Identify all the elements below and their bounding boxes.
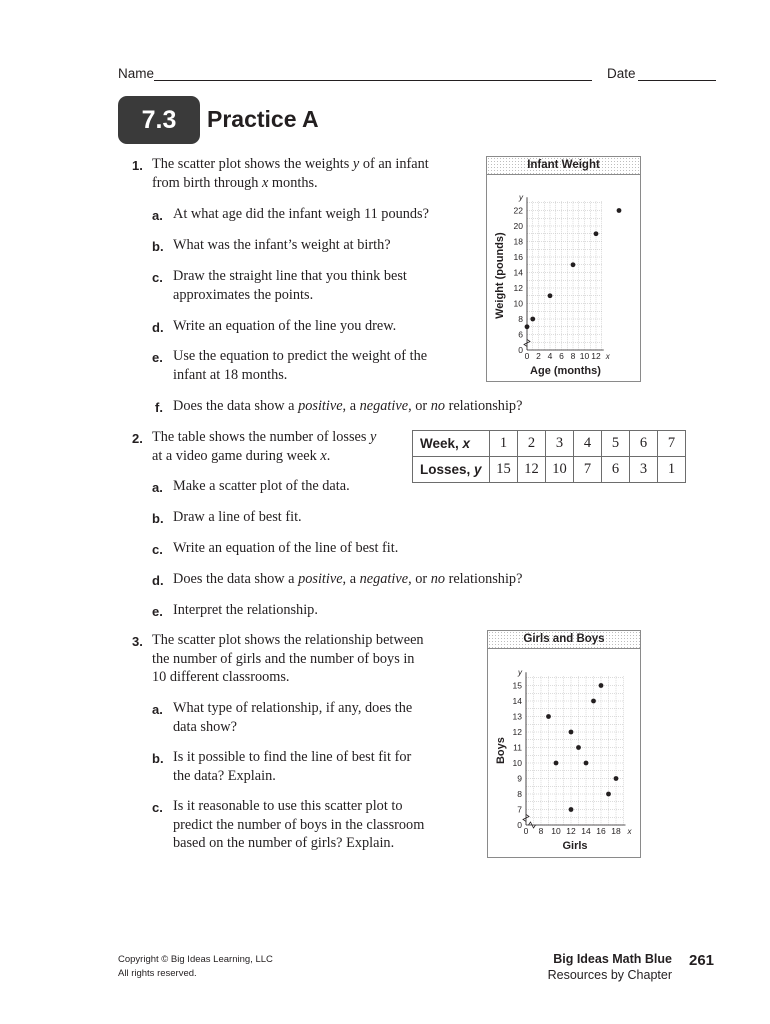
table-cell: 3	[546, 431, 574, 457]
y-tick-label: 10	[513, 298, 523, 309]
y-tick-label: 13	[512, 711, 522, 722]
q3b-letter: b.	[152, 751, 164, 766]
rights-text: All rights reserved.	[118, 968, 197, 979]
y-var-label: y	[519, 193, 523, 203]
table-cell: 1	[658, 457, 686, 483]
q1d-text: Write an equation of the line you drew.	[173, 318, 397, 334]
q1d-letter: d.	[152, 320, 164, 335]
data-point	[599, 683, 604, 688]
y-tick-label: 12	[513, 283, 523, 293]
data-point	[554, 761, 559, 766]
q1c-text: Draw the straight line that you think best approximates the points.	[173, 268, 407, 303]
y-tick-label: 14	[513, 267, 523, 278]
y-tick-label: 0	[518, 345, 523, 355]
q2-stem: The table shows the number of losses y at a video game during week x.	[152, 429, 377, 464]
data-point	[569, 730, 574, 735]
data-point	[525, 324, 530, 329]
x-tick-label: 6	[559, 351, 564, 361]
resource-title: Resources by Chapter	[547, 968, 672, 982]
q2d-letter: d.	[152, 573, 164, 588]
y-tick-label: 11	[513, 742, 522, 753]
x-tick-label: 8	[570, 351, 576, 361]
q3-stem: The scatter plot shows the relationship between the number of girls and the number of boys in 10 different classrooms.	[152, 632, 424, 685]
x-tick-label: 0	[524, 351, 530, 361]
x-tick-label: 10	[551, 826, 561, 836]
q1b-letter: b.	[152, 239, 164, 254]
data-point	[548, 293, 553, 298]
q2b-letter: b.	[152, 511, 164, 526]
infant-weight-chart	[486, 156, 641, 382]
data-point	[571, 262, 576, 267]
date-field[interactable]	[638, 80, 716, 81]
q2a-letter: a.	[152, 480, 163, 495]
y-tick-label: 7	[517, 804, 522, 815]
q2-number: 2.	[132, 431, 143, 446]
table-cell: 4	[574, 431, 602, 457]
q1a-letter: a.	[152, 208, 163, 223]
q2a-text: Make a scatter plot of the data.	[173, 478, 350, 494]
infant-weight-plot	[487, 175, 640, 381]
table-cell: 7	[574, 457, 602, 483]
girls-boys-plot	[488, 649, 640, 857]
x-tick-label: 12	[566, 826, 576, 836]
q2c-text: Write an equation of the line of best fit.	[173, 540, 399, 556]
q1c-letter: c.	[152, 270, 163, 285]
q1b-text: What was the infant’s weight at birth?	[173, 237, 391, 253]
q3c-letter: c.	[152, 800, 163, 815]
data-point	[614, 776, 619, 781]
table-cell: 2	[518, 431, 546, 457]
q1f-letter: f.	[155, 400, 163, 415]
table-cell: 3	[630, 457, 658, 483]
y-tick-label: 10	[512, 758, 522, 768]
table-cell: 1	[490, 431, 518, 457]
name-label: Name	[118, 66, 155, 81]
page-title: Practice A	[207, 106, 319, 132]
footer-book-info	[520, 951, 672, 983]
book-title: Big Ideas Math Blue	[553, 952, 672, 966]
x-axis-title: Girls	[562, 840, 588, 852]
y-var-label: y	[518, 668, 522, 678]
x-tick-label: 18	[611, 826, 621, 836]
x-tick-label: 0	[523, 826, 529, 836]
x-tick-label: 2	[536, 351, 541, 361]
page-number: 261	[689, 952, 715, 969]
data-point	[591, 699, 596, 704]
data-point	[617, 208, 622, 213]
week-header: Week, x	[413, 431, 490, 457]
week-losses-table	[412, 430, 686, 483]
q2e-text: Interpret the relationship.	[173, 602, 318, 618]
copyright-text: Copyright © Big Ideas Learning, LLC	[118, 954, 273, 965]
y-tick-label: 12	[512, 727, 522, 737]
y-tick-label: 9	[517, 773, 522, 784]
data-point	[530, 317, 535, 322]
y-tick-label: 15	[512, 680, 522, 691]
footer-copyright	[118, 953, 273, 981]
x-tick-label: 14	[581, 826, 591, 836]
y-axis-title: Weight (pounds)	[494, 232, 506, 319]
q3c-text: Is it reasonable to use this scatter plot to predict the number of boys in the classroom based on the number of girls? Explain.	[173, 798, 425, 851]
y-axis-title: Boys	[495, 737, 507, 765]
x-var-label: x	[627, 827, 632, 836]
data-point	[569, 807, 574, 812]
data-point	[546, 714, 551, 719]
y-tick-label: 18	[513, 236, 523, 247]
table-cell: 6	[630, 431, 658, 457]
table-cell: 10	[546, 457, 574, 483]
x-tick-label: 12	[591, 351, 601, 361]
y-tick-label: 16	[513, 252, 523, 262]
data-point	[594, 231, 599, 236]
name-field[interactable]	[154, 80, 592, 81]
y-tick-label: 0	[517, 820, 522, 830]
x-tick-label: 10	[579, 351, 590, 361]
y-tick-label: 8	[518, 314, 523, 324]
y-tick-label: 14	[512, 696, 522, 706]
q1-stem: The scatter plot shows the weights y of an infant from birth through x months.	[152, 156, 429, 191]
q2c-letter: c.	[152, 542, 163, 557]
y-tick-label: 8	[517, 789, 522, 799]
x-tick-label: 8	[538, 826, 544, 836]
losses-header: Losses, y	[413, 457, 490, 483]
section-number-badge: 7.3	[118, 96, 200, 144]
data-point	[584, 761, 589, 766]
q1e-text: Use the equation to predict the weight of the infant at 18 months.	[173, 348, 428, 383]
girls-boys-chart-title: Girls and Boys	[488, 631, 640, 649]
q2b-text: Draw a line of best fit.	[173, 509, 302, 525]
q1a-text: At what age did the infant weigh 11 pounds?	[173, 206, 429, 222]
q1f-text: Does the data show a positive, a negative, or no relationship?	[173, 398, 523, 414]
table-cell: 7	[658, 431, 686, 457]
q3a-text: What type of relationship, if any, does the data show?	[173, 700, 413, 735]
x-axis-title: Age (months)	[530, 365, 601, 377]
table-cell: 5	[602, 431, 630, 457]
q3a-letter: a.	[152, 702, 163, 717]
q3b-text: Is it possible to find the line of best fit for the data? Explain.	[173, 749, 412, 784]
x-tick-label: 4	[547, 351, 553, 361]
x-var-label: x	[605, 352, 610, 361]
table-row	[413, 431, 686, 457]
infant-weight-chart-title: Infant Weight	[487, 157, 640, 175]
y-tick-label: 20	[513, 221, 523, 231]
q2d-text: Does the data show a positive, a negative, or no relationship?	[173, 571, 523, 587]
table-cell: 6	[602, 457, 630, 483]
q2e-letter: e.	[152, 604, 163, 619]
data-point	[576, 745, 581, 750]
q1e-letter: e.	[152, 350, 163, 365]
table-cell: 15	[490, 457, 518, 483]
y-tick-label: 22	[513, 205, 523, 216]
x-tick-label: 16	[596, 826, 606, 836]
table-cell: 12	[518, 457, 546, 483]
y-tick-label: 6	[518, 329, 523, 340]
data-point	[606, 792, 611, 797]
q1-number: 1.	[132, 158, 143, 173]
girls-boys-chart	[487, 630, 641, 858]
q3-number: 3.	[132, 634, 143, 649]
date-label: Date	[607, 66, 636, 81]
